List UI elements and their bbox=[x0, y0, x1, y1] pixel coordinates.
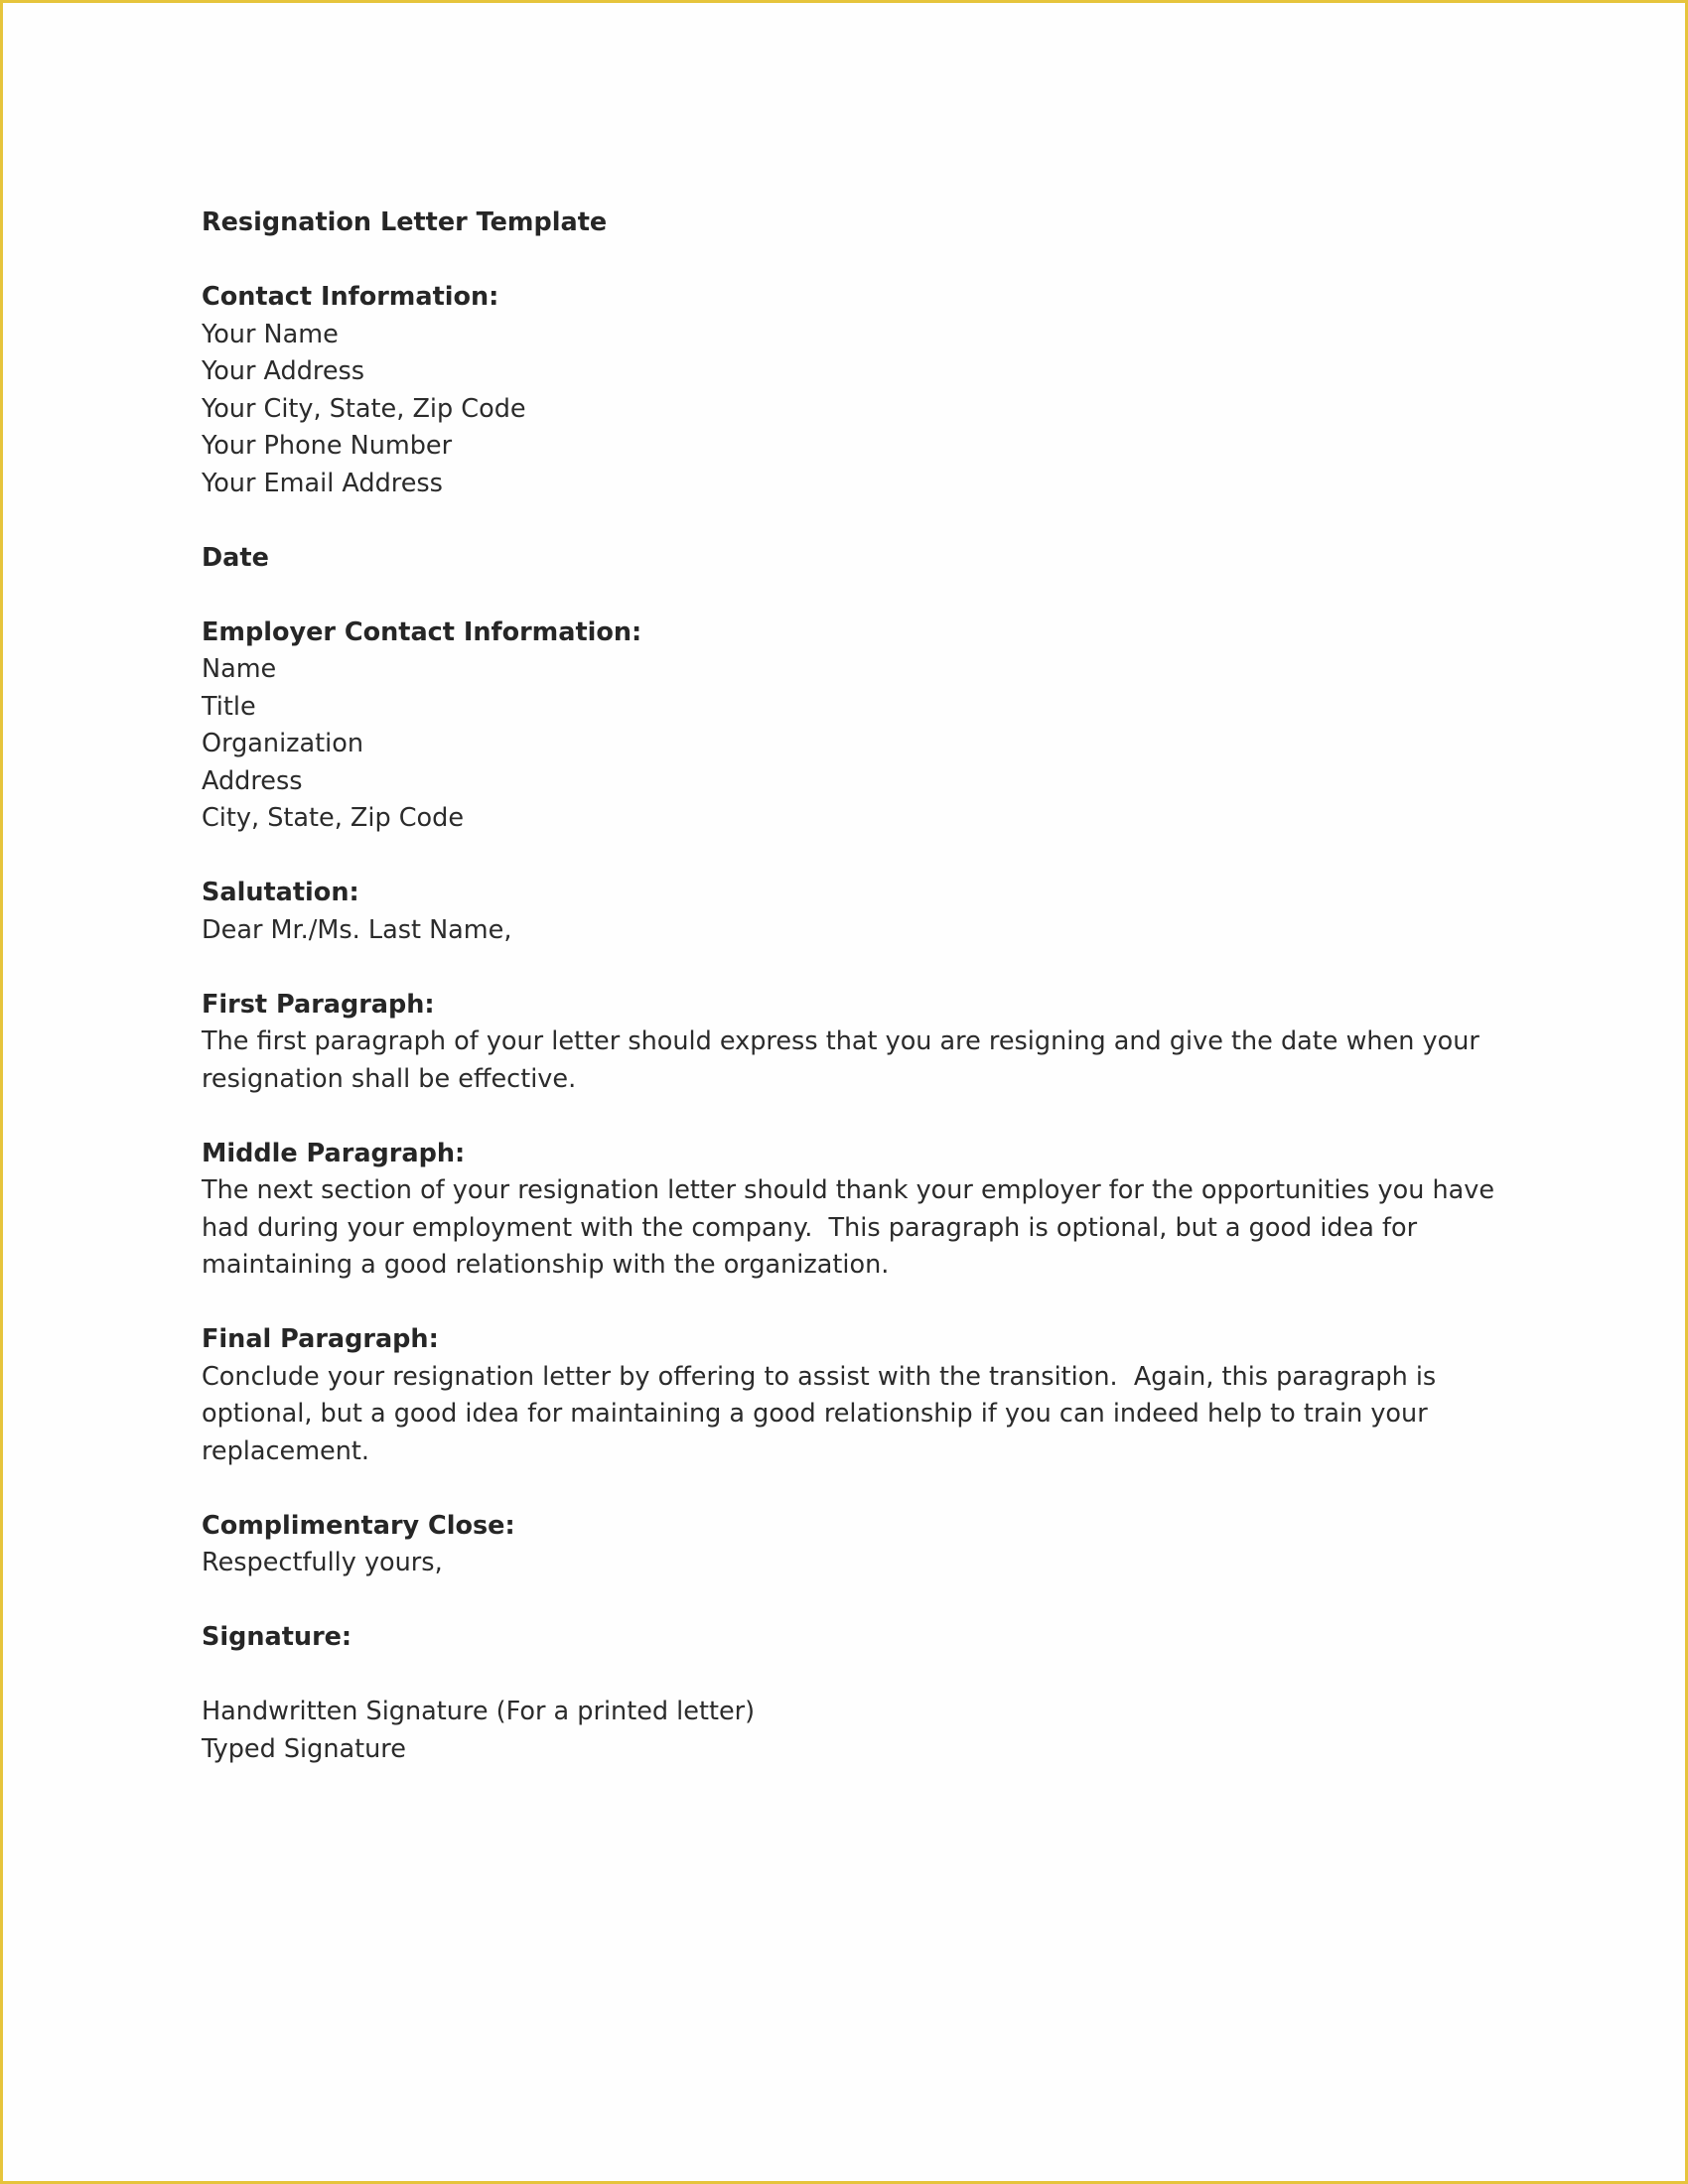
spacer bbox=[202, 242, 1512, 280]
final-paragraph-line: Conclude your resignation letter by offering to assist with the transition. Again, this paragraph is bbox=[202, 1361, 1437, 1392]
first-paragraph-line: The first paragraph of your letter should express that you are resigning and give the date when your bbox=[202, 1026, 1479, 1056]
employer-organization: Organization bbox=[202, 729, 364, 758]
close-heading: Complimentary Close: bbox=[202, 1510, 515, 1541]
employer-heading: Employer Contact Information: bbox=[202, 616, 642, 647]
middle-paragraph-line: The next section of your resignation letter should thank your employer for the opportunities you have bbox=[202, 1175, 1495, 1205]
final-paragraph-section bbox=[202, 1321, 1512, 1470]
contact-city-state-zip: Your City, State, Zip Code bbox=[202, 393, 526, 424]
contact-heading: Contact Information: bbox=[202, 282, 499, 312]
signature-section bbox=[202, 1619, 1512, 1768]
employer-name: Name bbox=[202, 654, 277, 684]
spacer bbox=[202, 502, 1512, 540]
salutation-heading: Salutation: bbox=[202, 878, 359, 907]
salutation-section bbox=[202, 875, 1512, 949]
spacer bbox=[202, 577, 1512, 614]
first-paragraph-section bbox=[202, 987, 1512, 1099]
typed-signature-line: Typed Signature bbox=[202, 1733, 406, 1764]
spacer bbox=[202, 1285, 1512, 1322]
spacer bbox=[202, 1470, 1512, 1508]
final-paragraph-heading: Final Paragraph: bbox=[202, 1324, 439, 1354]
middle-paragraph-heading: Middle Paragraph: bbox=[202, 1138, 466, 1168]
spacer bbox=[202, 1582, 1512, 1620]
salutation-text: Dear Mr./Ms. Last Name, bbox=[202, 914, 512, 945]
contact-email: Your Email Address bbox=[202, 468, 443, 498]
letter-body bbox=[202, 205, 1512, 1768]
middle-paragraph-line: had during your employment with the company. This paragraph is optional, but a good idea for bbox=[202, 1212, 1418, 1243]
date-heading: Date bbox=[202, 542, 269, 573]
first-paragraph-heading: First Paragraph: bbox=[202, 989, 435, 1020]
contact-name: Your Name bbox=[202, 319, 339, 349]
contact-section bbox=[202, 279, 1512, 502]
spacer bbox=[202, 949, 1512, 987]
first-paragraph-line: resignation shall be effective. bbox=[202, 1063, 577, 1094]
employer-title: Title bbox=[202, 691, 256, 722]
handwritten-signature-line: Handwritten Signature (For a printed letter) bbox=[202, 1697, 756, 1726]
employer-city-state-zip: City, State, Zip Code bbox=[202, 803, 465, 833]
signature-heading: Signature: bbox=[202, 1622, 352, 1652]
spacer bbox=[202, 1657, 1512, 1695]
contact-address: Your Address bbox=[202, 356, 365, 386]
close-section bbox=[202, 1508, 1512, 1582]
final-paragraph-line: optional, but a good idea for maintaining a good relationship if you can indeed help to train your bbox=[202, 1399, 1428, 1429]
spacer bbox=[202, 1098, 1512, 1136]
document-title: Resignation Letter Template bbox=[202, 207, 608, 237]
spacer bbox=[202, 838, 1512, 876]
final-paragraph-line: replacement. bbox=[202, 1435, 370, 1466]
employer-section bbox=[202, 614, 1512, 838]
employer-address: Address bbox=[202, 765, 303, 796]
middle-paragraph-line: maintaining a good relationship with the organization. bbox=[202, 1250, 890, 1280]
middle-paragraph-section bbox=[202, 1136, 1512, 1285]
close-text: Respectfully yours, bbox=[202, 1548, 443, 1577]
contact-phone: Your Phone Number bbox=[202, 431, 453, 461]
